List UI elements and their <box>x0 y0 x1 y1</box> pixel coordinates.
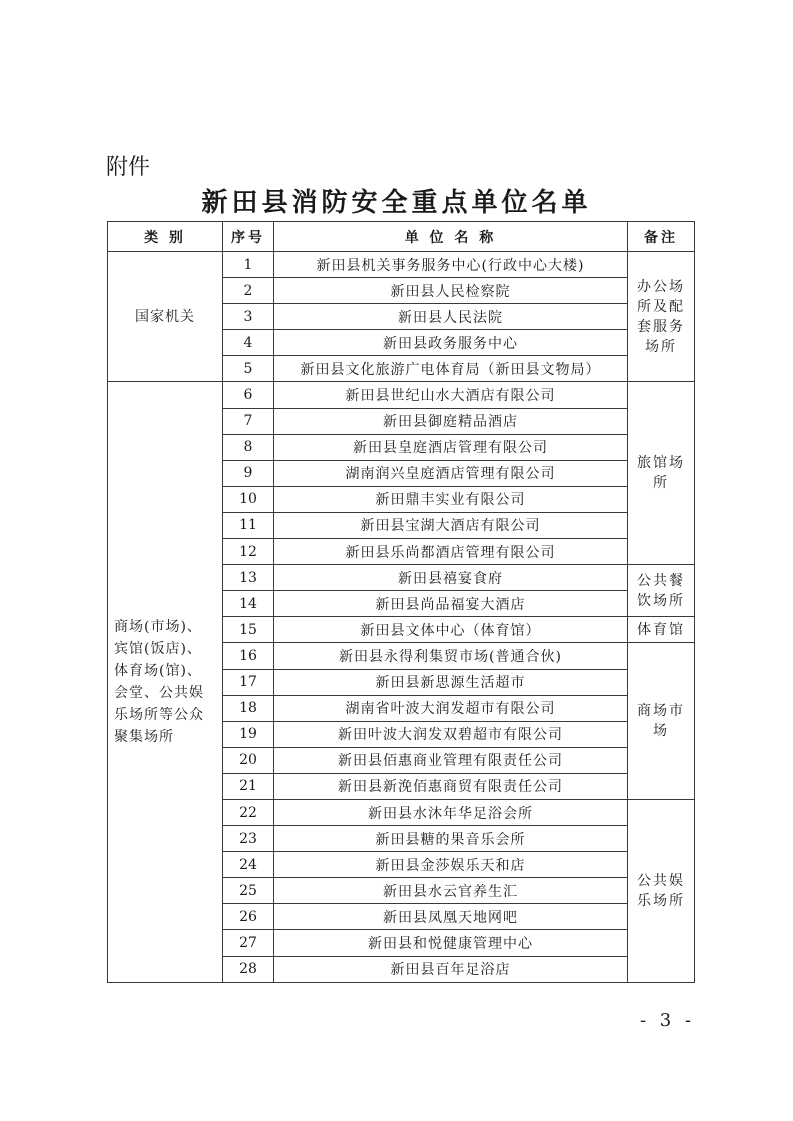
unit-name-cell: 新田县糖的果音乐会所 <box>274 826 628 852</box>
seq-cell: 16 <box>223 643 274 669</box>
seq-cell: 12 <box>223 539 274 565</box>
seq-cell: 5 <box>223 356 274 382</box>
unit-name-cell: 新田县凤凰天地网吧 <box>274 904 628 930</box>
seq-cell: 3 <box>223 304 274 330</box>
unit-name-cell: 新田县尚品福宴大酒店 <box>274 591 628 617</box>
seq-cell: 8 <box>223 434 274 460</box>
unit-name-cell: 新田县水云官养生汇 <box>274 878 628 904</box>
seq-cell: 22 <box>223 799 274 825</box>
note-cell: 商场市场 <box>628 643 695 800</box>
unit-name-cell: 新田县御庭精品酒店 <box>274 408 628 434</box>
seq-cell: 21 <box>223 773 274 799</box>
note-cell: 公共餐饮场所 <box>628 565 695 617</box>
seq-cell: 6 <box>223 382 274 408</box>
header-note: 备注 <box>628 222 695 252</box>
unit-name-cell: 新田县乐尚都酒店管理有限公司 <box>274 539 628 565</box>
seq-cell: 18 <box>223 695 274 721</box>
seq-cell: 10 <box>223 486 274 512</box>
seq-cell: 27 <box>223 930 274 956</box>
seq-cell: 28 <box>223 956 274 982</box>
seq-cell: 11 <box>223 512 274 538</box>
unit-name-cell: 新田县金莎娱乐天和店 <box>274 852 628 878</box>
seq-cell: 2 <box>223 278 274 304</box>
header-name: 单 位 名 称 <box>274 222 628 252</box>
category-cell: 国家机关 <box>108 252 223 382</box>
unit-name-cell: 新田县和悦健康管理中心 <box>274 930 628 956</box>
unit-list-table <box>107 221 695 983</box>
document-title: 新田县消防安全重点单位名单 <box>201 188 592 218</box>
page-number: - 3 - <box>640 1010 696 1031</box>
unit-name-cell: 新田县机关事务服务中心(行政中心大楼) <box>274 252 628 278</box>
unit-name-cell: 新田县宝湖大酒店有限公司 <box>274 512 628 538</box>
unit-name-cell: 新田县水沐年华足浴会所 <box>274 799 628 825</box>
seq-cell: 26 <box>223 904 274 930</box>
seq-cell: 25 <box>223 878 274 904</box>
unit-name-cell: 湖南省叶波大润发超市有限公司 <box>274 695 628 721</box>
seq-cell: 20 <box>223 747 274 773</box>
unit-name-cell: 湖南润兴皇庭酒店管理有限公司 <box>274 460 628 486</box>
table-row <box>108 252 695 278</box>
note-cell: 办公场所及配套服务场所 <box>628 252 695 382</box>
header-seq: 序号 <box>223 222 274 252</box>
seq-cell: 23 <box>223 826 274 852</box>
attachment-label: 附件 <box>106 155 151 180</box>
unit-name-cell: 新田县文体中心（体育馆） <box>274 617 628 643</box>
unit-name-cell: 新田鼎丰实业有限公司 <box>274 486 628 512</box>
table-row <box>108 382 695 408</box>
seq-cell: 4 <box>223 330 274 356</box>
header-category: 类 别 <box>108 222 223 252</box>
note-cell: 体育馆 <box>628 617 695 643</box>
seq-cell: 7 <box>223 408 274 434</box>
seq-cell: 9 <box>223 460 274 486</box>
table-header-row <box>108 222 695 252</box>
seq-cell: 19 <box>223 721 274 747</box>
seq-cell: 14 <box>223 591 274 617</box>
seq-cell: 13 <box>223 565 274 591</box>
note-cell: 公共娱乐场所 <box>628 799 695 982</box>
unit-name-cell: 新田叶波大润发双碧超市有限公司 <box>274 721 628 747</box>
unit-name-cell: 新田县禧宴食府 <box>274 565 628 591</box>
seq-cell: 15 <box>223 617 274 643</box>
unit-name-cell: 新田县新浼佰惠商贸有限责任公司 <box>274 773 628 799</box>
unit-name-cell: 新田县新思源生活超市 <box>274 669 628 695</box>
unit-name-cell: 新田县佰惠商业管理有限责任公司 <box>274 747 628 773</box>
category-cell: 商场(市场)、宾馆(饭店)、体育场(馆)、会堂、公共娱乐场所等公众聚集场所 <box>108 382 223 982</box>
unit-name-cell: 新田县文化旅游广电体育局（新田县文物局） <box>274 356 628 382</box>
unit-name-cell: 新田县皇庭酒店管理有限公司 <box>274 434 628 460</box>
unit-name-cell: 新田县政务服务中心 <box>274 330 628 356</box>
unit-name-cell: 新田县世纪山水大酒店有限公司 <box>274 382 628 408</box>
seq-cell: 17 <box>223 669 274 695</box>
unit-name-cell: 新田县人民检察院 <box>274 278 628 304</box>
seq-cell: 1 <box>223 252 274 278</box>
unit-name-cell: 新田县人民法院 <box>274 304 628 330</box>
note-cell: 旅馆场所 <box>628 382 695 565</box>
unit-name-cell: 新田县永得利集贸市场(普通合伙) <box>274 643 628 669</box>
unit-name-cell: 新田县百年足浴店 <box>274 956 628 982</box>
seq-cell: 24 <box>223 852 274 878</box>
